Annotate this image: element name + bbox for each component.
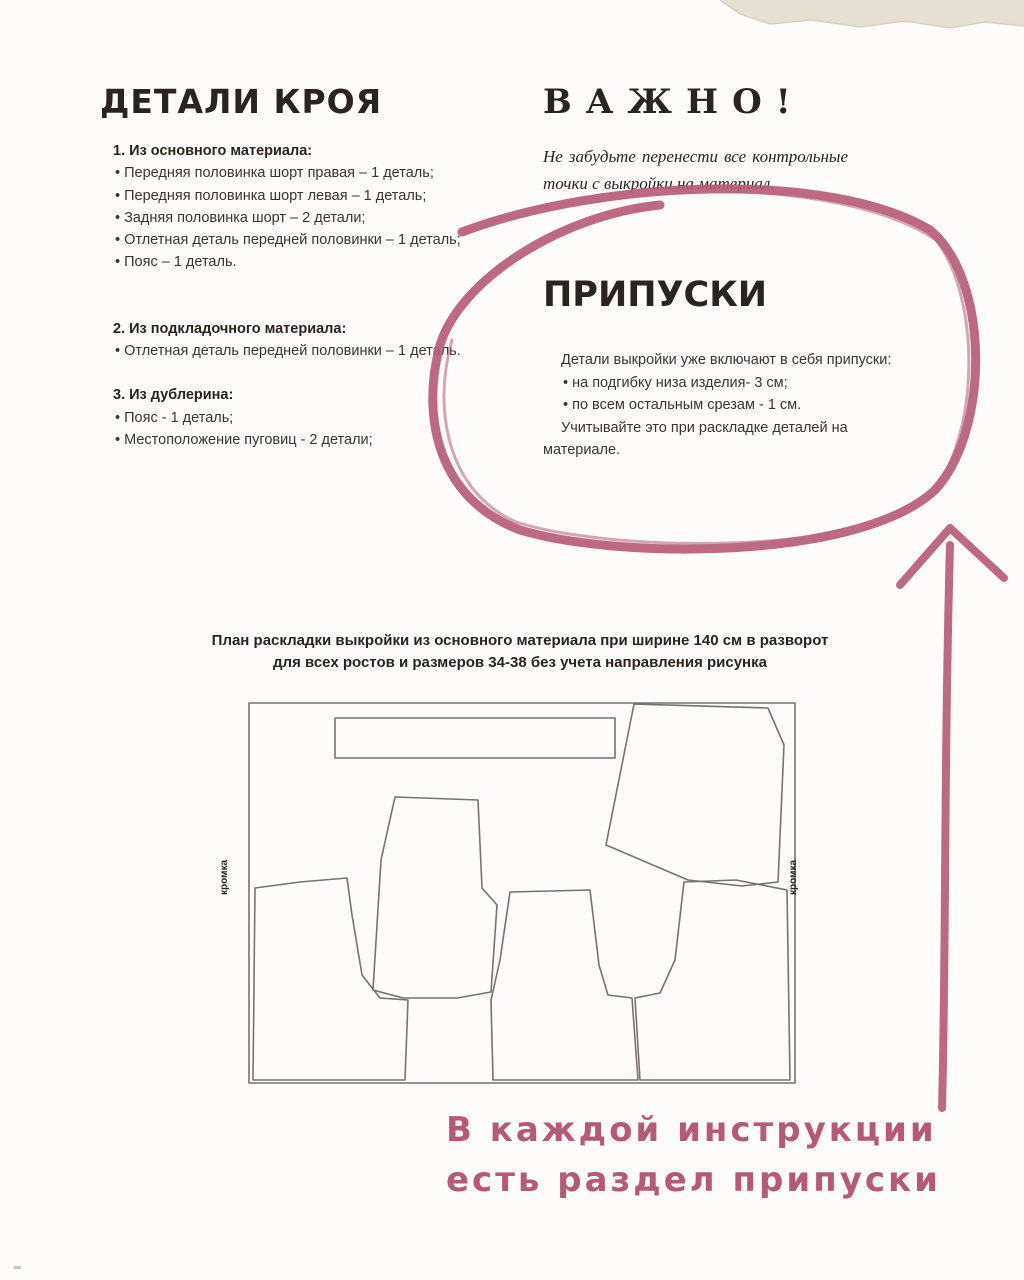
edge-label-left: кромка xyxy=(219,859,231,896)
section-heading: 2. Из подкладочного материала: xyxy=(113,320,347,337)
waistband-piece xyxy=(335,718,615,758)
allowances-title: ПРИПУСКИ xyxy=(543,275,768,315)
promo-line-2: есть раздел припуски xyxy=(446,1160,941,1200)
section-heading: 1. Из основного материала: xyxy=(113,143,313,159)
section-heading: 3. Из дублерина: xyxy=(113,387,234,404)
important-text: Не забудьте перенести все контрольные точки с выкройки на материал. xyxy=(543,147,848,193)
list-item: • Передняя половинка шорт левая – 1 деталь; xyxy=(115,187,427,204)
list-item: • Передняя половинка шорт правая – 1 деталь; xyxy=(115,165,434,182)
list-item: • Местоположение пуговиц - 2 детали; xyxy=(115,431,373,448)
list-item: • Пояс – 1 деталь. xyxy=(115,254,237,271)
cut-parts-title: ДЕТАЛИ КРОЯ xyxy=(100,82,383,121)
front-left-piece xyxy=(253,878,408,1080)
front-right-piece xyxy=(491,890,638,1080)
list-item: • Отлетная деталь передней половинки – 1 деталь. xyxy=(115,343,461,360)
promo-text xyxy=(446,1105,946,1205)
list-item: • Задняя половинка шорт – 2 детали; xyxy=(115,209,366,226)
pocket-facing-piece xyxy=(373,797,497,998)
back-half-piece xyxy=(606,704,784,886)
list-item: • Пояс - 1 деталь; xyxy=(115,409,234,426)
important-title: ВАЖНО! xyxy=(543,82,805,122)
caption-line-1: План раскладки выкройки из основного материала при ширине 140 см в разворот xyxy=(211,632,829,649)
edge-label-right: кромка xyxy=(788,859,800,896)
list-item: • Отлетная деталь передней половинки – 1 деталь; xyxy=(115,232,461,249)
promo-line-1: В каждой инструкции xyxy=(446,1110,937,1150)
allowances-intro: Детали выкройки уже включают в себя припуски: xyxy=(561,352,892,368)
fabric-outline xyxy=(249,703,795,1083)
caption-line-2: для всех ростов и размеров 34-38 без учета направления рисунка xyxy=(273,654,767,671)
allowances-note: Учитывайте это при раскладке деталей на материале. xyxy=(543,419,848,458)
list-item: • на подгибку низа изделия- 3 см; xyxy=(563,374,788,391)
corner-mark: ‗ xyxy=(14,1255,21,1269)
list-item: • по всем остальным срезам - 1 см. xyxy=(563,397,802,413)
back-right-piece xyxy=(635,880,790,1080)
